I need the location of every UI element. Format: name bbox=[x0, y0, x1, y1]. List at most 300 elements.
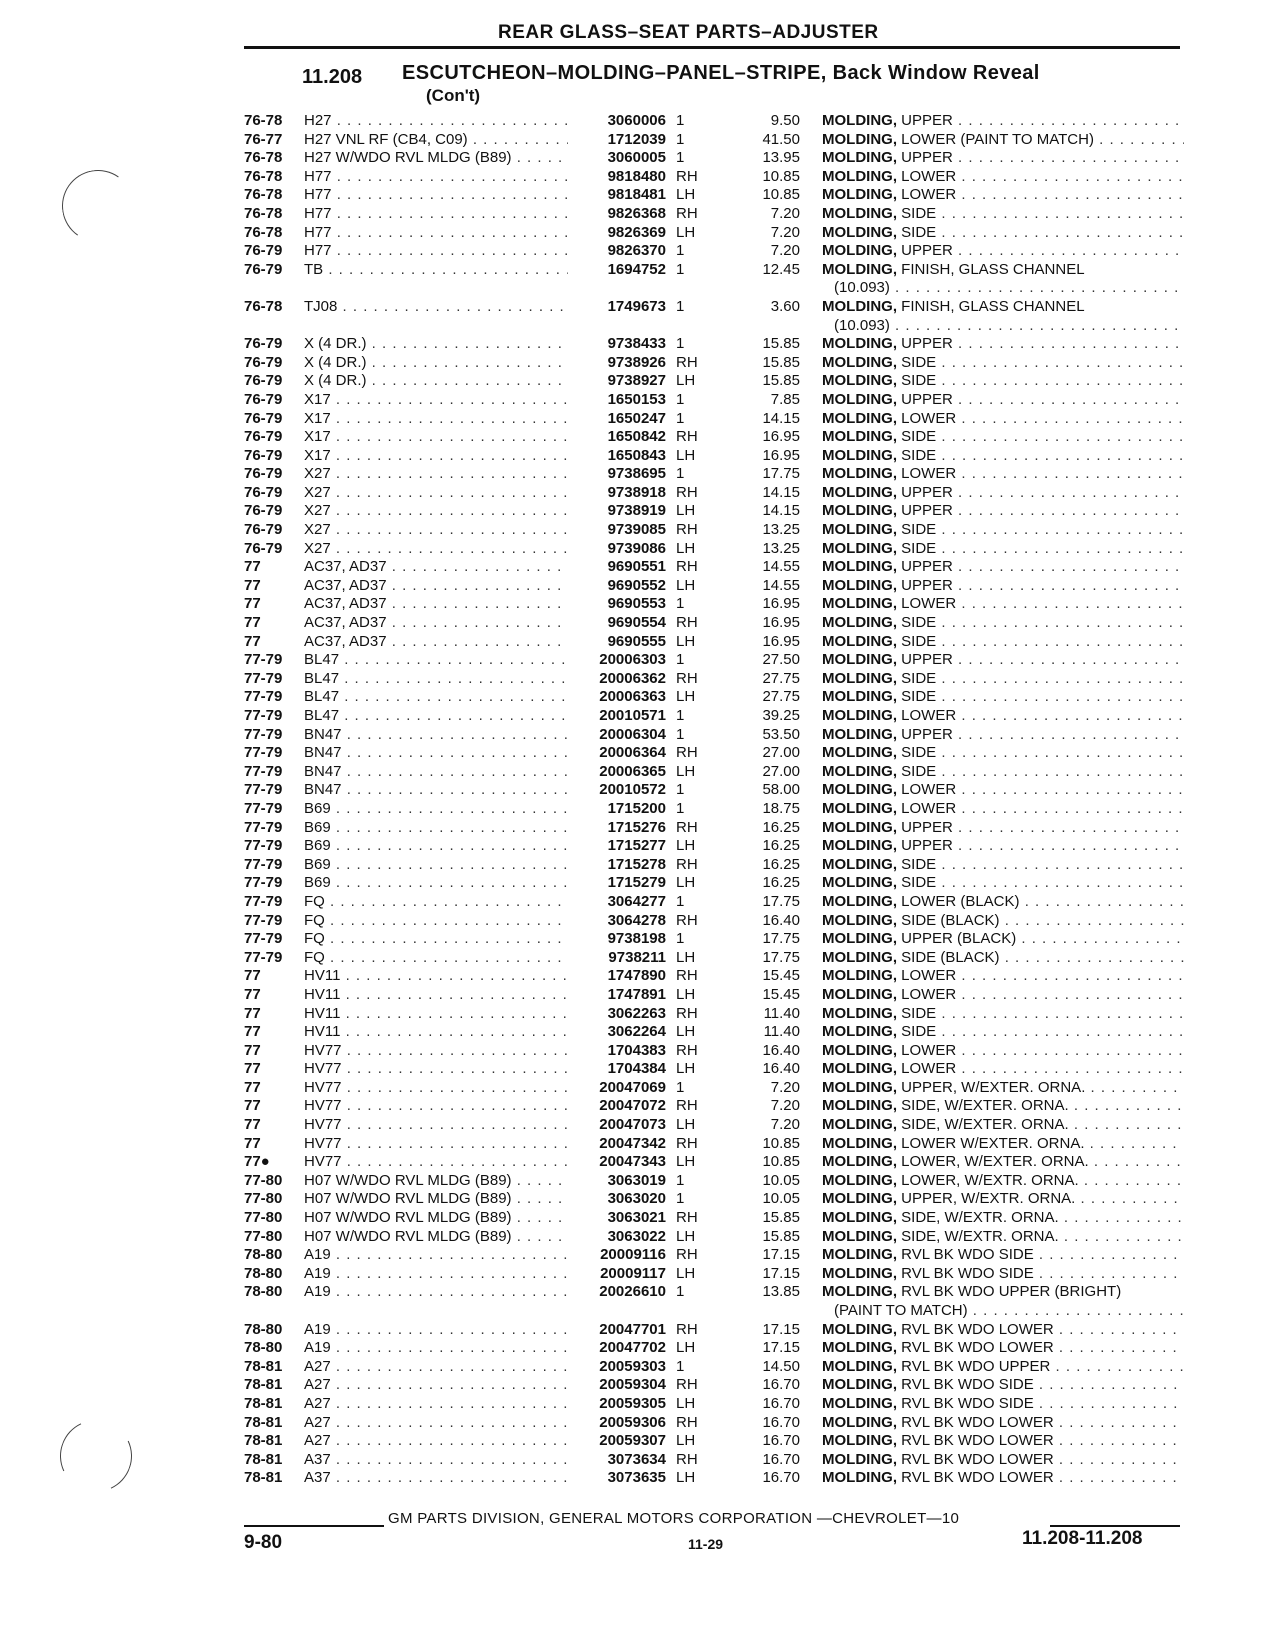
description-detail: RVL BK WDO SIDE bbox=[897, 1246, 1034, 1264]
leader-dots bbox=[936, 633, 1184, 650]
body-model: B69 . . . bbox=[304, 819, 568, 838]
model-year: 77-79 bbox=[244, 799, 283, 817]
parts-row bbox=[0, 819, 1280, 838]
description bbox=[822, 1395, 1184, 1414]
leader-dots bbox=[1069, 1116, 1184, 1133]
quantity: RH bbox=[676, 614, 698, 632]
leader-dots bbox=[936, 763, 1184, 780]
part-number: 1715276 bbox=[607, 818, 666, 836]
body-model: X (4 DR.) . . . bbox=[304, 354, 568, 373]
body-model: HV77 . . . bbox=[304, 1042, 568, 1061]
parts-row bbox=[0, 186, 1280, 205]
quantity: 1 bbox=[676, 595, 685, 613]
description-detail: SIDE bbox=[897, 353, 937, 371]
part-number: 20026610 bbox=[599, 1283, 666, 1301]
leader-dots bbox=[1054, 1469, 1184, 1486]
price: 14.55 bbox=[762, 558, 800, 576]
description bbox=[822, 1005, 1184, 1024]
leader-dots bbox=[953, 577, 1184, 594]
body-model: HV77 . . . bbox=[304, 1135, 568, 1154]
body-model: AC37, AD37 . . . bbox=[304, 614, 568, 633]
model-year: 77 bbox=[244, 1134, 261, 1152]
description bbox=[822, 428, 1184, 447]
leader-dots bbox=[956, 781, 1184, 798]
quantity: 1 bbox=[676, 149, 685, 167]
model-year: 77 bbox=[244, 558, 261, 576]
description-noun: MOLDING, bbox=[822, 1153, 897, 1171]
quantity: 1 bbox=[676, 1283, 685, 1301]
leader-dots bbox=[1059, 1228, 1184, 1245]
parts-row bbox=[0, 447, 1280, 466]
quantity: 1 bbox=[676, 242, 685, 260]
body-model: X17 . . . bbox=[304, 428, 568, 447]
quantity: RH bbox=[676, 1004, 698, 1022]
body-model: BN47 . . . bbox=[304, 744, 568, 763]
description bbox=[822, 967, 1184, 986]
quantity: 1 bbox=[676, 130, 685, 148]
body-model: H07 W/WDO RVL MLDG (B89) . . . bbox=[304, 1209, 568, 1228]
description-detail: UPPER bbox=[897, 576, 953, 594]
model-year: 76-79 bbox=[244, 409, 283, 427]
description-noun: MOLDING, bbox=[822, 1134, 897, 1152]
part-number: 1704384 bbox=[607, 1060, 666, 1078]
part-number: 20059306 bbox=[599, 1413, 666, 1431]
description bbox=[822, 1079, 1184, 1098]
body-model: B69 . . . bbox=[304, 837, 568, 856]
model-year: 77-80 bbox=[244, 1190, 283, 1208]
description-detail: RVL BK WDO UPPER bbox=[897, 1357, 1051, 1375]
parts-row bbox=[0, 595, 1280, 614]
parts-row bbox=[0, 949, 1280, 968]
description bbox=[822, 1451, 1184, 1470]
quantity: LH bbox=[676, 1153, 696, 1171]
description bbox=[822, 1172, 1184, 1191]
quantity: RH bbox=[676, 1320, 698, 1338]
description-noun: MOLDING, bbox=[822, 762, 897, 780]
quantity: 1 bbox=[676, 707, 685, 724]
model-year: 77-79 bbox=[244, 874, 283, 892]
parts-row bbox=[0, 521, 1280, 540]
parts-row bbox=[0, 1414, 1280, 1433]
leader-dots bbox=[956, 186, 1184, 203]
parts-row bbox=[0, 577, 1280, 596]
description-noun: MOLDING, bbox=[822, 1320, 897, 1338]
leader-dots bbox=[936, 856, 1184, 873]
model-year: 76-79 bbox=[244, 242, 283, 260]
price: 16.25 bbox=[762, 818, 800, 836]
body-model: X27 . . . bbox=[304, 540, 568, 559]
description bbox=[822, 688, 1184, 707]
price: 14.15 bbox=[762, 483, 800, 501]
price: 13.25 bbox=[762, 521, 800, 539]
part-number: 9738918 bbox=[607, 483, 666, 501]
description-detail: UPPER, W/EXTER. ORNA. bbox=[897, 1078, 1086, 1096]
description-detail: SIDE, W/EXTR. ORNA. bbox=[897, 1209, 1059, 1227]
leader-dots bbox=[953, 726, 1184, 743]
body-model: FQ . . . bbox=[304, 912, 568, 931]
description bbox=[822, 893, 1184, 912]
footer-rule bbox=[244, 1525, 384, 1527]
quantity: RH bbox=[676, 911, 698, 929]
description-noun: MOLDING, bbox=[822, 149, 897, 167]
body-model: X (4 DR.) . . . bbox=[304, 335, 568, 354]
description bbox=[822, 1228, 1184, 1247]
price: 3.60 bbox=[770, 297, 800, 315]
quantity: LH bbox=[676, 985, 696, 1003]
description-noun: MOLDING, bbox=[822, 1116, 897, 1134]
parts-row bbox=[0, 558, 1280, 577]
part-number: 9739086 bbox=[607, 539, 666, 557]
description-detail: SIDE, W/EXTR. ORNA. bbox=[897, 1227, 1059, 1245]
body-model: X27 . . . bbox=[304, 465, 568, 484]
model-year: 77-79 bbox=[244, 911, 283, 929]
description-noun: MOLDING, bbox=[822, 744, 897, 762]
description bbox=[822, 670, 1184, 689]
description-noun: MOLDING, bbox=[822, 632, 897, 650]
description bbox=[822, 651, 1184, 670]
quantity: LH bbox=[676, 372, 696, 390]
description-detail: UPPER bbox=[897, 818, 953, 836]
description bbox=[822, 540, 1184, 559]
model-year: 77-80 bbox=[244, 1171, 283, 1189]
description-detail: SIDE (BLACK) bbox=[897, 948, 1000, 966]
model-year: 78-81 bbox=[244, 1432, 283, 1450]
model-year: 78-81 bbox=[244, 1376, 283, 1394]
model-year: 78-81 bbox=[244, 1450, 283, 1468]
price: 15.85 bbox=[762, 335, 800, 353]
body-model: FQ . . . bbox=[304, 893, 568, 912]
description-noun: MOLDING, bbox=[822, 948, 897, 966]
parts-row bbox=[0, 837, 1280, 856]
description-detail: UPPER bbox=[897, 335, 953, 353]
model-year: 76-78 bbox=[244, 149, 283, 167]
description bbox=[822, 1358, 1184, 1377]
description-noun: MOLDING, bbox=[822, 1394, 897, 1412]
part-number: 20047343 bbox=[599, 1153, 666, 1171]
leader-dots bbox=[956, 986, 1184, 1003]
description bbox=[822, 874, 1184, 893]
body-model: FQ . . . bbox=[304, 930, 568, 949]
leader-dots bbox=[1079, 1172, 1184, 1189]
body-model: H07 W/WDO RVL MLDG (B89) . . . bbox=[304, 1228, 568, 1247]
description-detail: LOWER, W/EXTER. ORNA. bbox=[897, 1153, 1089, 1171]
parts-row bbox=[0, 261, 1280, 298]
price: 7.20 bbox=[770, 242, 800, 260]
body-model: BN47 . . . bbox=[304, 781, 568, 800]
description-detail: SIDE bbox=[897, 855, 937, 873]
body-model: B69 . . . bbox=[304, 800, 568, 819]
description-detail: SIDE bbox=[897, 762, 937, 780]
leader-dots bbox=[956, 967, 1184, 984]
description bbox=[822, 1265, 1184, 1284]
body-model: B69 . . . bbox=[304, 874, 568, 893]
description-detail: UPPER bbox=[897, 483, 953, 501]
model-year: 77-79 bbox=[244, 651, 283, 669]
description-noun: MOLDING, bbox=[822, 521, 897, 539]
leader-dots bbox=[936, 521, 1184, 538]
description bbox=[822, 372, 1184, 391]
part-number: 20047073 bbox=[599, 1116, 666, 1134]
parts-row bbox=[0, 1451, 1280, 1470]
part-number: 1715200 bbox=[607, 799, 666, 817]
parts-list bbox=[0, 112, 1280, 1488]
part-number: 9690551 bbox=[607, 558, 666, 576]
parts-row bbox=[0, 1283, 1280, 1320]
description-detail: RVL BK WDO UPPER (BRIGHT) bbox=[897, 1283, 1122, 1301]
leader-dots bbox=[1054, 1414, 1184, 1431]
body-model: A37 . . . bbox=[304, 1451, 568, 1470]
price: 16.95 bbox=[762, 632, 800, 650]
model-year: 77-79 bbox=[244, 669, 283, 687]
model-year: 77-79 bbox=[244, 762, 283, 780]
leader-dots bbox=[936, 1005, 1184, 1022]
model-year: 77-79 bbox=[244, 688, 283, 706]
model-year: 77 bbox=[244, 967, 261, 985]
part-number: 9818481 bbox=[607, 186, 666, 204]
quantity: RH bbox=[676, 1097, 698, 1115]
parts-row bbox=[0, 149, 1280, 168]
quantity: RH bbox=[676, 967, 698, 985]
quantity: LH bbox=[676, 1432, 696, 1450]
leader-dots bbox=[953, 242, 1184, 259]
leader-dots bbox=[1094, 131, 1184, 148]
body-model: A19 . . . bbox=[304, 1339, 568, 1358]
quantity: LH bbox=[676, 223, 696, 241]
model-year: 77 bbox=[244, 1078, 261, 1096]
description-detail: UPPER (BLACK) bbox=[897, 930, 1017, 948]
description-noun: MOLDING, bbox=[822, 204, 897, 222]
parts-row bbox=[0, 1358, 1280, 1377]
leader-dots bbox=[956, 707, 1184, 724]
parts-row bbox=[0, 298, 1280, 335]
body-model: X17 . . . bbox=[304, 410, 568, 429]
price: 16.70 bbox=[762, 1432, 800, 1450]
description-noun: MOLDING, bbox=[822, 892, 897, 910]
description-detail: LOWER bbox=[897, 707, 957, 724]
model-year: 76-78 bbox=[244, 297, 283, 315]
model-year: 76-79 bbox=[244, 390, 283, 408]
leader-dots bbox=[953, 149, 1184, 166]
part-number: 1712039 bbox=[607, 130, 666, 148]
parts-row bbox=[0, 1265, 1280, 1284]
leader-dots bbox=[936, 205, 1184, 222]
description-noun: MOLDING, bbox=[822, 223, 897, 241]
quantity: RH bbox=[676, 1209, 698, 1227]
price: 17.75 bbox=[762, 948, 800, 966]
description-noun: MOLDING, bbox=[822, 446, 897, 464]
description-noun: MOLDING, bbox=[822, 688, 897, 706]
body-model: X17 . . . bbox=[304, 391, 568, 410]
quantity: LH bbox=[676, 1116, 696, 1134]
leader-dots bbox=[1059, 1209, 1184, 1226]
quantity: LH bbox=[676, 1394, 696, 1412]
description-noun: MOLDING, bbox=[822, 1190, 897, 1208]
model-year: 76-78 bbox=[244, 204, 283, 222]
price: 16.95 bbox=[762, 446, 800, 464]
description bbox=[822, 1339, 1184, 1358]
description-detail: UPPER bbox=[897, 390, 953, 408]
description bbox=[822, 837, 1184, 856]
price: 17.15 bbox=[762, 1264, 800, 1282]
description-noun: MOLDING, bbox=[822, 818, 897, 836]
model-year: 77-79 bbox=[244, 837, 283, 855]
description bbox=[822, 465, 1184, 484]
description-detail: SIDE bbox=[897, 614, 937, 632]
description-detail: LOWER bbox=[897, 595, 957, 613]
footer-rule bbox=[1050, 1525, 1180, 1527]
parts-row bbox=[0, 688, 1280, 707]
description-noun: MOLDING, bbox=[822, 1023, 897, 1041]
description-detail: RVL BK WDO LOWER bbox=[897, 1413, 1054, 1431]
price: 10.85 bbox=[762, 186, 800, 204]
description-detail: SIDE bbox=[897, 539, 937, 557]
description-detail: LOWER (BLACK) bbox=[897, 892, 1020, 910]
price: 17.15 bbox=[762, 1320, 800, 1338]
price: 27.00 bbox=[762, 762, 800, 780]
body-model: AC37, AD37 . . . bbox=[304, 595, 568, 614]
quantity: RH bbox=[676, 855, 698, 873]
model-year: 77 bbox=[244, 1004, 261, 1022]
description-continued: (10.093) . . . bbox=[834, 317, 1184, 336]
parts-row bbox=[0, 428, 1280, 447]
parts-row bbox=[0, 800, 1280, 819]
price: 11.40 bbox=[763, 1004, 800, 1022]
description-detail: LOWER W/EXTER. ORNA. bbox=[897, 1134, 1085, 1152]
body-model: H77 . . . bbox=[304, 186, 568, 205]
price: 10.85 bbox=[762, 1153, 800, 1171]
description bbox=[822, 205, 1184, 224]
part-number: 20006364 bbox=[599, 744, 666, 762]
quantity: 1 bbox=[676, 297, 685, 315]
description-noun: MOLDING, bbox=[822, 260, 897, 278]
parts-row bbox=[0, 726, 1280, 745]
description-noun: MOLDING, bbox=[822, 1227, 897, 1245]
parts-row bbox=[0, 205, 1280, 224]
parts-row bbox=[0, 1339, 1280, 1358]
quantity: RH bbox=[676, 204, 698, 222]
part-number: 20047069 bbox=[599, 1078, 666, 1096]
body-model: HV11 . . . bbox=[304, 1023, 568, 1042]
description bbox=[822, 819, 1184, 838]
price: 17.75 bbox=[762, 465, 800, 483]
part-number: 9826370 bbox=[607, 242, 666, 260]
description bbox=[822, 633, 1184, 652]
quantity: 1 bbox=[676, 1078, 685, 1096]
description-detail: SIDE bbox=[897, 521, 937, 539]
body-model: HV77 . . . bbox=[304, 1116, 568, 1135]
body-model: X17 . . . bbox=[304, 447, 568, 466]
price: 17.15 bbox=[762, 1339, 800, 1357]
description-noun: MOLDING, bbox=[822, 465, 897, 483]
description-noun: MOLDING, bbox=[822, 1376, 897, 1394]
part-number: 9738695 bbox=[607, 465, 666, 483]
price: 17.15 bbox=[762, 1246, 800, 1264]
description-detail: SIDE bbox=[897, 632, 937, 650]
quantity: RH bbox=[676, 1134, 698, 1152]
description-detail: UPPER bbox=[897, 558, 953, 576]
description-noun: MOLDING, bbox=[822, 967, 897, 985]
leader-dots bbox=[953, 558, 1184, 575]
leader-dots bbox=[953, 819, 1184, 836]
model-year: 76-79 bbox=[244, 539, 283, 557]
description bbox=[822, 112, 1184, 131]
description bbox=[822, 1321, 1184, 1340]
leader-dots bbox=[956, 168, 1184, 185]
body-model: H27 . . . bbox=[304, 112, 568, 131]
part-number: 1650247 bbox=[607, 409, 666, 427]
description bbox=[822, 1097, 1184, 1116]
model-year: 76-79 bbox=[244, 353, 283, 371]
quantity: LH bbox=[676, 502, 696, 520]
body-model: H27 W/WDO RVL MLDG (B89) . . . bbox=[304, 149, 568, 168]
parts-row bbox=[0, 1209, 1280, 1228]
parts-row bbox=[0, 1246, 1280, 1265]
leader-dots bbox=[956, 800, 1184, 817]
description-detail: UPPER bbox=[897, 837, 953, 855]
description bbox=[822, 856, 1184, 875]
body-model: H77 . . . bbox=[304, 224, 568, 243]
model-year: 76-79 bbox=[244, 483, 283, 501]
model-year: 78-80 bbox=[244, 1339, 283, 1357]
parts-row bbox=[0, 874, 1280, 893]
price: 14.15 bbox=[762, 409, 800, 427]
leader-dots bbox=[936, 354, 1184, 371]
description bbox=[822, 242, 1184, 261]
parts-row bbox=[0, 856, 1280, 875]
body-model: HV11 . . . bbox=[304, 986, 568, 1005]
price: 16.95 bbox=[762, 614, 800, 632]
parts-row bbox=[0, 1190, 1280, 1209]
description bbox=[822, 224, 1184, 243]
leader-dots bbox=[953, 837, 1184, 854]
quantity: 1 bbox=[676, 260, 685, 278]
description-noun: MOLDING, bbox=[822, 372, 897, 390]
parts-row bbox=[0, 242, 1280, 261]
price: 12.45 bbox=[762, 260, 800, 278]
leader-dots bbox=[1085, 1079, 1184, 1096]
part-number: 9690554 bbox=[607, 614, 666, 632]
price: 27.00 bbox=[762, 744, 800, 762]
leader-dots bbox=[956, 465, 1184, 482]
description-noun: MOLDING, bbox=[822, 502, 897, 520]
part-number: 9739085 bbox=[607, 521, 666, 539]
body-model: HV77 . . . bbox=[304, 1060, 568, 1079]
description-detail: SIDE bbox=[897, 204, 937, 222]
model-year: 76-79 bbox=[244, 521, 283, 539]
body-model: TJ08 . . . bbox=[304, 298, 568, 317]
quantity: LH bbox=[676, 576, 696, 594]
part-number: 1650843 bbox=[607, 446, 666, 464]
description-detail: UPPER bbox=[897, 725, 953, 743]
quantity: 1 bbox=[676, 930, 685, 948]
price: 41.50 bbox=[762, 130, 800, 148]
description-noun: MOLDING, bbox=[822, 725, 897, 743]
part-number: 20009116 bbox=[600, 1246, 666, 1264]
parts-row bbox=[0, 893, 1280, 912]
model-year: 77 bbox=[244, 614, 261, 632]
part-number: 3060005 bbox=[607, 149, 666, 167]
leader-dots bbox=[936, 428, 1184, 445]
parts-row bbox=[0, 1376, 1280, 1395]
leader-dots bbox=[953, 335, 1184, 352]
parts-row bbox=[0, 354, 1280, 373]
model-year: 77-79 bbox=[244, 948, 283, 966]
price: 16.70 bbox=[762, 1376, 800, 1394]
body-model: A19 . . . bbox=[304, 1265, 568, 1284]
description-detail: UPPER, W/EXTR. ORNA. bbox=[897, 1190, 1076, 1208]
model-year: 77-80 bbox=[244, 1209, 283, 1227]
description-noun: MOLDING, bbox=[822, 390, 897, 408]
